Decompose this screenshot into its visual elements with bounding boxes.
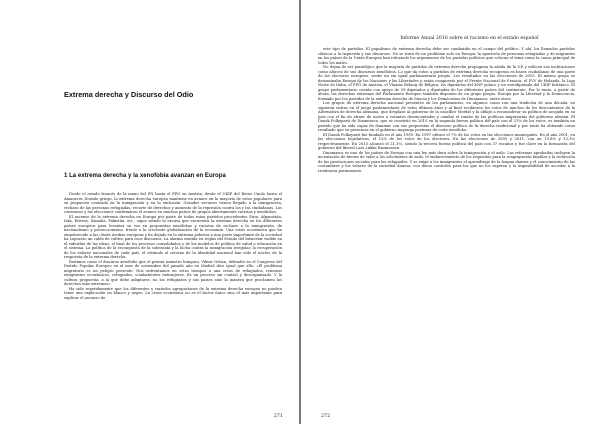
left-page (0, 0, 299, 424)
paragraph: El Dansk Folkeparti fue fundado en el año 1995. En 1997 obtuvo el 7% de los votos en las elecciones municipales. En el año 2001, en las elecciones legislativas, el 12% de los votos de los electores. En las elecciones de 2005 y 2011, con un 13,8% y 12,3% respectivamente. En 2015 alcanzó el 21,1%, siendo la tercera fuerza política del país con 37 escaños y fue clave en la formación del gobierno del liberal Lars Løkke Rasmussen. (318, 132, 575, 150)
paragraph: Los grupos de extrema derecha nacional presentes en los parlamentos, en algunos casos con una tradición de una década, no supieron entrar en el juego parlamentario de estos últimos años y al final recibieron los votos de muchos de los descontentos de la Alternativa de derecha alemana, que desplazó al gobierno de la canciller Merkel y la obligó a reconsiderar su política de acogida en su país con el fin de atraer de nuevo a votantes desencantados y cambió el rumbo de las políticas migratorias del gobierno alemán. El Dansk Folkeparti de Dinamarca, que se convirtió en 2015 en la segunda fuerza política del país con el 21% de los votos, es también un partido que ha sido capaz de dominar con sus propuestas el discurso político de la derecha tradicional y por tanto ha obtenido como resultado que su presencia en el gobierno imponga posturas de corte xenófobo. (318, 101, 575, 132)
document-title: Extrema derecha y Discurso del Odio (64, 90, 194, 99)
right-body-text (318, 47, 575, 415)
paragraph: Ha sido repetidamente que los diferentes y variados agrupaciones de la extrema derecha europea no pueden tener una explicación en blanco y negro. La crisis económica no es el factor único sino el más importante para explicar el ascenso de (64, 286, 282, 300)
page-number: 271 (273, 414, 283, 419)
left-body-text (64, 192, 282, 415)
paragraph: No dejan de ser paradójico que la mayoría de partidos de extrema derecha propugnan la salida de la UE y utilicen sus instituciones como altavoz de sus discursos xenófobos. Lo que da votos a partidos de extrema derecha recuperan en bases ciudadanas de una parte de los electores europeos, sentir un sin igual parlamentario propio. Los resultados en las elecciones de 2015. El mismo grupo se denominaba Europa de las Naciones y las Libertades y están compuesto por el Frente Nacional de Francia, el PVV de Holanda, la Liga Norte de Italia, el FPÖ de Austria, el Vlaams Belang de Bélgica, los diputados del KNP polaco y un eurodiputado del UKIP británico. El grupo parlamentario cuenta con apoyo de 39 diputados y diputadas de los diferentes países del continente. Por lo tanto, a partir de ahora, las derechas extremas del Parlamento Europeo también disponen de un grupo propio. Europa por la Libertad y la Democracia, formado por los partidos de la extrema derecha de Suecia y los Demócratas de Dinamarca, entre otros. (318, 65, 575, 101)
paragraph: este tipo de partidos. El populismo de extrema derecha debe ser combatido en el campo del político. Y ahí, los llamados partidos clásicos a la izquierda y sus discursos. No se trata de un problema solo en Europa: la aparición de personas refugiadas y de migrantes en los países de la Unión Europea han reforzado los argumentos de los partidos políticos que colocan el tema como la causa principal de todos los males. (318, 47, 575, 65)
paragraph: Desde el estado francés de la mano del FN hasta el FPÖ en Austria, desde el UKIP del Reino Unido hasta el Amanecer Dorado griego, la extrema derecha europea mantiene en avance en la mayoría de estos populares para su propuesta centrada en la inmigración y en la exclusión. Grandes sectores tienen llegado a la inmigración, rechazo de las personas refugiadas, recorte de derechos y aumento de la represión contra los y las ciudadanos. Los consensos y las elecciones confirmaron el avance en muchos países de grupos abiertamente racistas y xenófobos. (64, 192, 282, 214)
paragraph: Partimos como el discurso xenófobo que el primer ministro húngaro, Viktor Orban, defendió en el Congreso del Partido Popular Europeo en el mes de noviembre del pasado año en Madrid dice igual que ello: «El problema migratorio es un peligro presente. Nos enfrentamos en estos tiempos a una crisis de refugiados, tenemos emigrantes económicos, refugiados, combatientes extranjeros. Es un proceso sin control y desorganizado. Y la cultura propuesta, a la que debe adaptarse, no los refugiados y sus países sino la manera que proclamen los derechos más extremos». (64, 259, 282, 286)
paragraph: Dinamarca es uno de los países de Europa con una ley más dura sobre la inmigración y el asilo. Las reformas aprobadas incluyen la incautación de bienes de valor a los solicitantes de asilo, el endurecimiento de los requisitos para la reagrupación familiar y la reducción de las prestaciones sociales para los refugiados. Y se exige a los inmigrantes el aprendizaje de la lengua danesa y el conocimiento de las costumbres y los valores de la sociedad danesa, con duros controles para los que no los superen y la imposibilidad de acceder a la residencia permanente. (318, 150, 575, 173)
paragraph: El ascenso de la extrema derecha en Europa por parte de todas estas partidos procedentes Siria, Afganistán, Irak, Eritrea, Somalia, Pakistán, etc., sigue siendo la excusa que encuentra la extrema derecha en los diferentes países europeos para levantar su voz en propuestas xenófobas y racistas de rechazo a la inmigración, de nacionalismo y proteccionismo, frente a la creciente globalización de la economía. Una crisis económica que ha empobrecido a las clases medias europeas y ha dejado en la extrema pobreza a una parte importante de la sociedad ha supuesto un caldo de cultivo para esos discursos. La alarma sentida en reglas del Estado del bienestar visible en el suburbio de las ideas, el final de los procesos consolidados y de los modelos de política de salud o educación en el sistema. La política de la reconquista de la soberanía y la lucha contra la inmigración irregular, la recuperación de los valores nacionales de cada país, el estímulo al retorno de la identidad nacional han sido el núcleo de la respuesta de la extrema derecha. (64, 214, 282, 259)
running-header: Informe Anual 2016 sobre el racismo en el estado español (400, 36, 539, 41)
page-number: 272 (321, 414, 331, 419)
section-title: 1 La extrema derecha y la xenofobia avanzan en Europa (64, 172, 226, 179)
right-page (301, 0, 600, 424)
